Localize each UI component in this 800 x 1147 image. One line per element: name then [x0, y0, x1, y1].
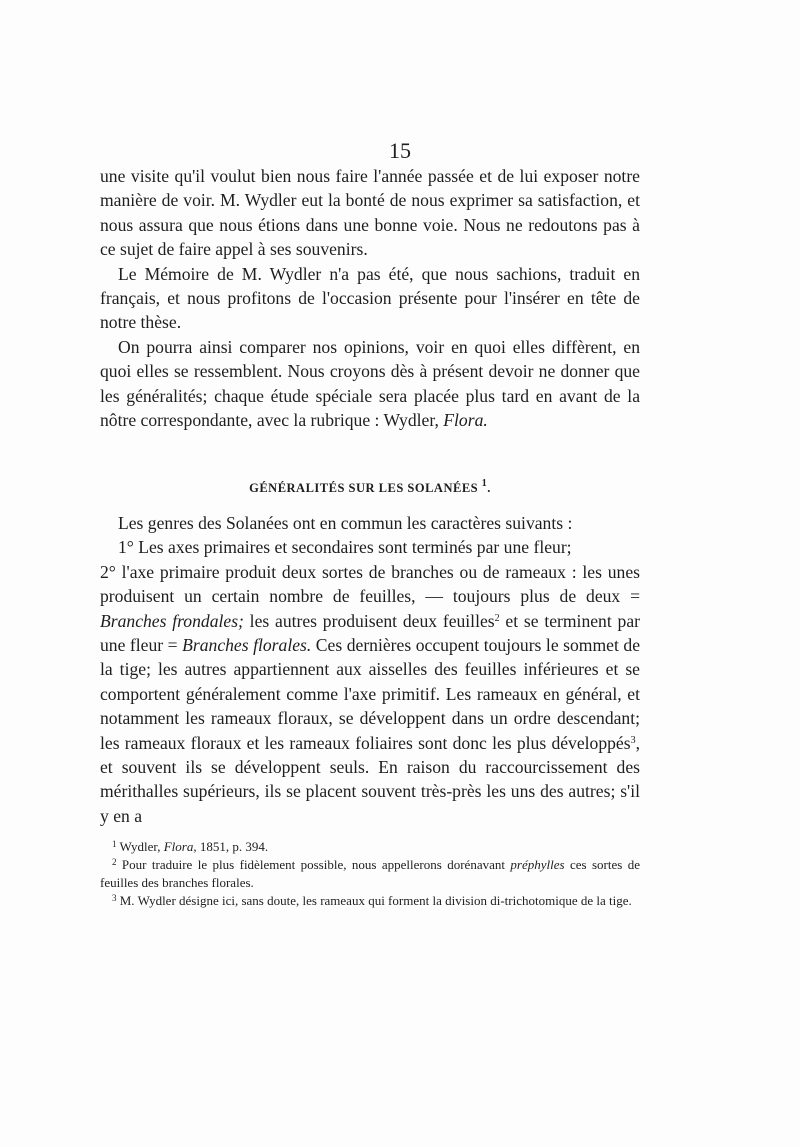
footnote-3-number: 3 [112, 893, 117, 903]
footnote-ref-2: 2 [494, 612, 500, 624]
paragraph-5: 1° Les axes primaires et secondaires sont terminés par une fleur; [118, 537, 572, 558]
paragraph-2: Le Mémoire de M. Wydler n'a pas été, que nous sachions, traduit en français, et nous profitons de l'occasion présente pour l'insérer en tête de notre thèse. [100, 263, 640, 333]
footnote-1-text-b: , 1851, p. 394. [193, 839, 269, 854]
paragraph-6-part-c: et se terminent par une fleur = [100, 610, 640, 655]
heading-footnote-ref: 1 [481, 478, 488, 490]
paragraph-6-part-a: 2° l'axe primaire produit deux sortes de branches ou de rameaux : les unes produisent un certain nombre de feuilles, — toujours plus de deux = [100, 561, 640, 607]
footnote-2-prephylles: préphylles [510, 857, 565, 872]
paragraph-3-text: On pourra ainsi comparer nos opinions, voir en quoi elles diffèrent, en quoi elles se ressemblent. Nous croyons dès à présent devoir ne donner que les généralités; chaque étude spéciale sera placée plus tard en avant de la nôtre correspondante, avec la rubrique : Wydler, [100, 336, 640, 431]
footnote-2 [100, 856, 640, 892]
footnote-1-text-a: Wydler, [116, 839, 164, 854]
paragraph-3 [100, 335, 640, 433]
paragraph-6 [100, 560, 640, 828]
section-heading-text: GÉNÉRALITÉS SUR LES SOLANÉES [249, 481, 479, 496]
footnote-ref-3: 3 [630, 734, 636, 746]
footnote-3 [100, 892, 640, 910]
section-heading: GÉNÉRALITÉS SUR LES SOLANÉES $^1$. [249, 478, 491, 496]
paragraph-1: une visite qu'il voulut bien nous faire l'année passée et de lui exposer notre manière de voir. M. Wydler eut la bonté de nous exprimer sa satisfaction, et nous assura que nous étions dans une bonne voie. Nous ne redoutons pas à ce sujet de faire appel à ses souvenirs. [100, 166, 640, 260]
paragraph-4: Les genres des Solanées ont en commun les caractères suivants : [118, 512, 573, 533]
footnote-3-text: M. Wydler désigne ici, sans doute, les rameaux qui forment la division di-trichotomique de la tige. [116, 893, 632, 908]
footnote-2-text-a: Pour traduire le plus fidèlement possible, nous appellerons dorénavant [116, 857, 511, 872]
paragraph-6-part-e: , et souvent ils se développent seuls. En raison du raccourcissement des mérithalles supérieurs, ils se placent souvent très-près les uns des autres; s'il y en a [100, 732, 640, 826]
footnote-2-number: 2 [112, 857, 117, 867]
footnote-1-number: 1 [112, 839, 117, 849]
page-number: 15 [389, 138, 411, 163]
paragraph-6-part-d: Ces dernières occupent toujours le sommet de la tige; les autres appartiennent aux aisselles des feuilles inférieures et se comportent généralement comme l'axe primitif. Les rameaux en général, et notamment les rameaux floraux, se développent dans un ordre descendant; les rameaux floraux et les rameaux foliaires sont donc les plus développés [100, 634, 640, 753]
branches-florales-italic: Branches florales. [182, 634, 312, 655]
footnote-2-text-b: ces sortes de feuilles des branches florales. [100, 857, 640, 890]
flora-italic: Flora. [443, 410, 488, 431]
main-text [100, 164, 640, 828]
footnote-1 [100, 838, 640, 856]
branches-frondales-italic: Branches frondales; [100, 610, 244, 631]
paragraph-6-part-b: les autres produisent deux feuilles [243, 610, 495, 631]
footnotes [100, 838, 640, 910]
footnote-1-flora: Flora [163, 839, 194, 854]
